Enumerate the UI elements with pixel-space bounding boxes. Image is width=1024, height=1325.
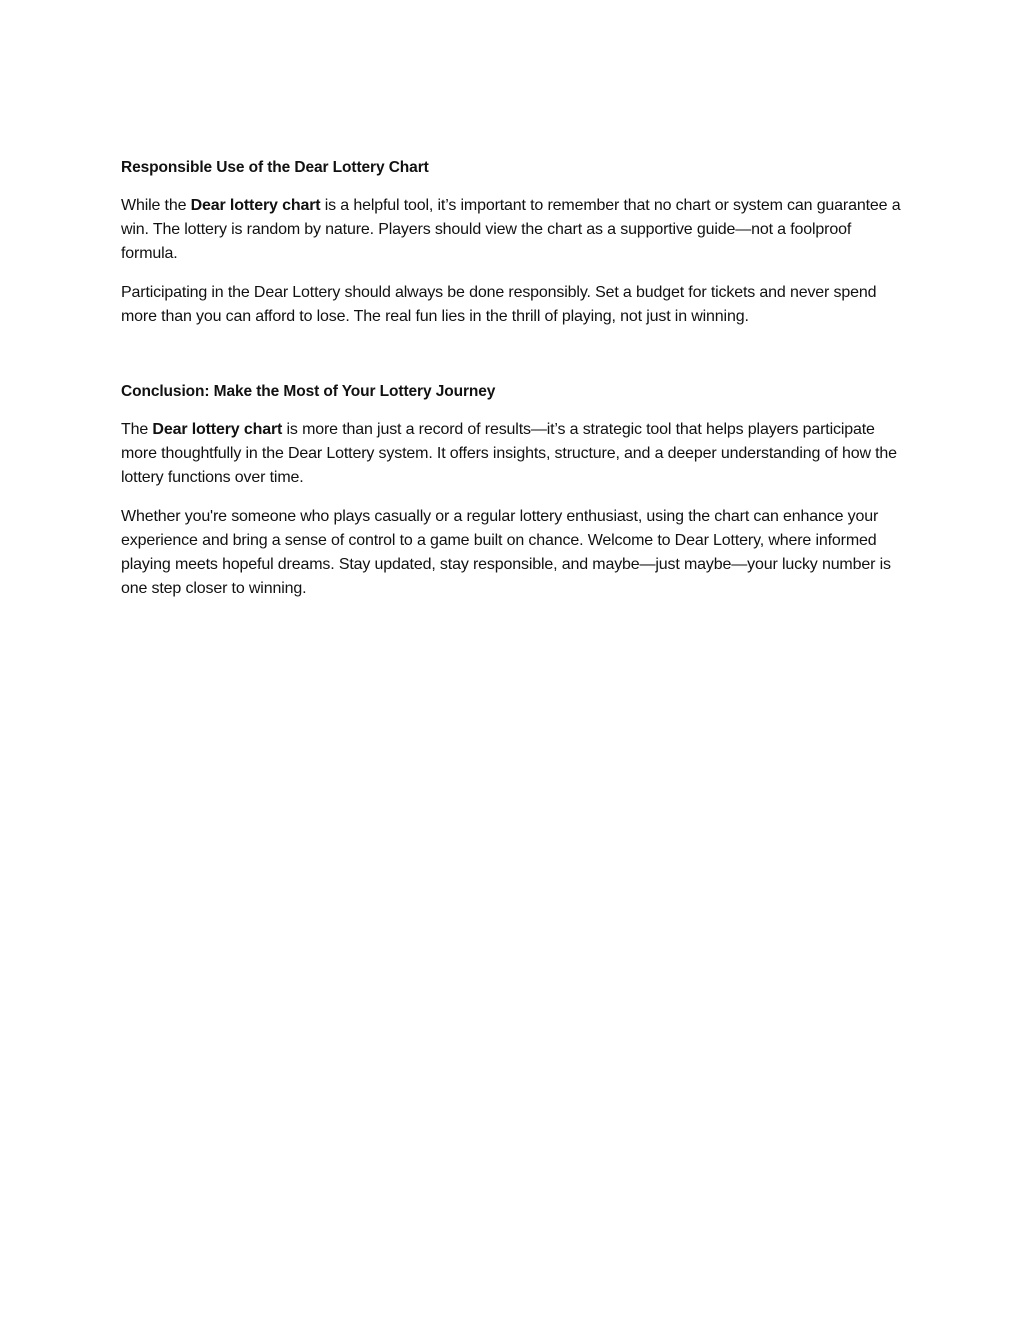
section-spacer [121, 343, 906, 380]
paragraph-closing: Whether you're someone who plays casually or a regular lottery enthusiast, using the chart can enhance your experience and bring a sense of control to a game built on chance. Welcome to Dear Lottery, where informed playing meets hopeful dreams. Stay updated, stay responsible, and maybe—just maybe—your lucky number is one step closer to winning. [121, 507, 891, 598]
paragraph-text: The [121, 421, 153, 439]
section-heading-conclusion: Conclusion: Make the Most of Your Lottery Journey [121, 383, 496, 401]
paragraph-chart-strategic-tool [121, 418, 906, 491]
paragraph-text: is a helpful tool, it’s important to remember that no chart or system can guarantee a win. The lottery is random by nature. Players should view the chart as a supportive guide—not a foolproof formula. [121, 197, 901, 263]
bold-keyword-dear-lottery-chart: Dear lottery chart [152, 421, 283, 439]
section-heading-responsible-use: Responsible Use of the Dear Lottery Chart [121, 159, 429, 176]
paragraph-play-responsibly: Participating in the Dear Lottery should always be done responsibly. Set a budget for tickets and never spend more than you can afford to lose. The real fun lies in the thrill of playing, not just in winning. [121, 283, 877, 325]
paragraph-text: While the [121, 197, 191, 214]
bold-keyword-dear-lottery-chart: Dear lottery chart [190, 197, 321, 214]
paragraph-text: is more than just a record of results—it’s a strategic tool that helps players participate more thoughtfully in the Dear Lottery system. It offers insights, structure, and a deeper understanding of how the lottery functions over time. [121, 421, 897, 487]
document-page [121, 156, 906, 615]
paragraph-chart-disclaimer [121, 194, 906, 267]
